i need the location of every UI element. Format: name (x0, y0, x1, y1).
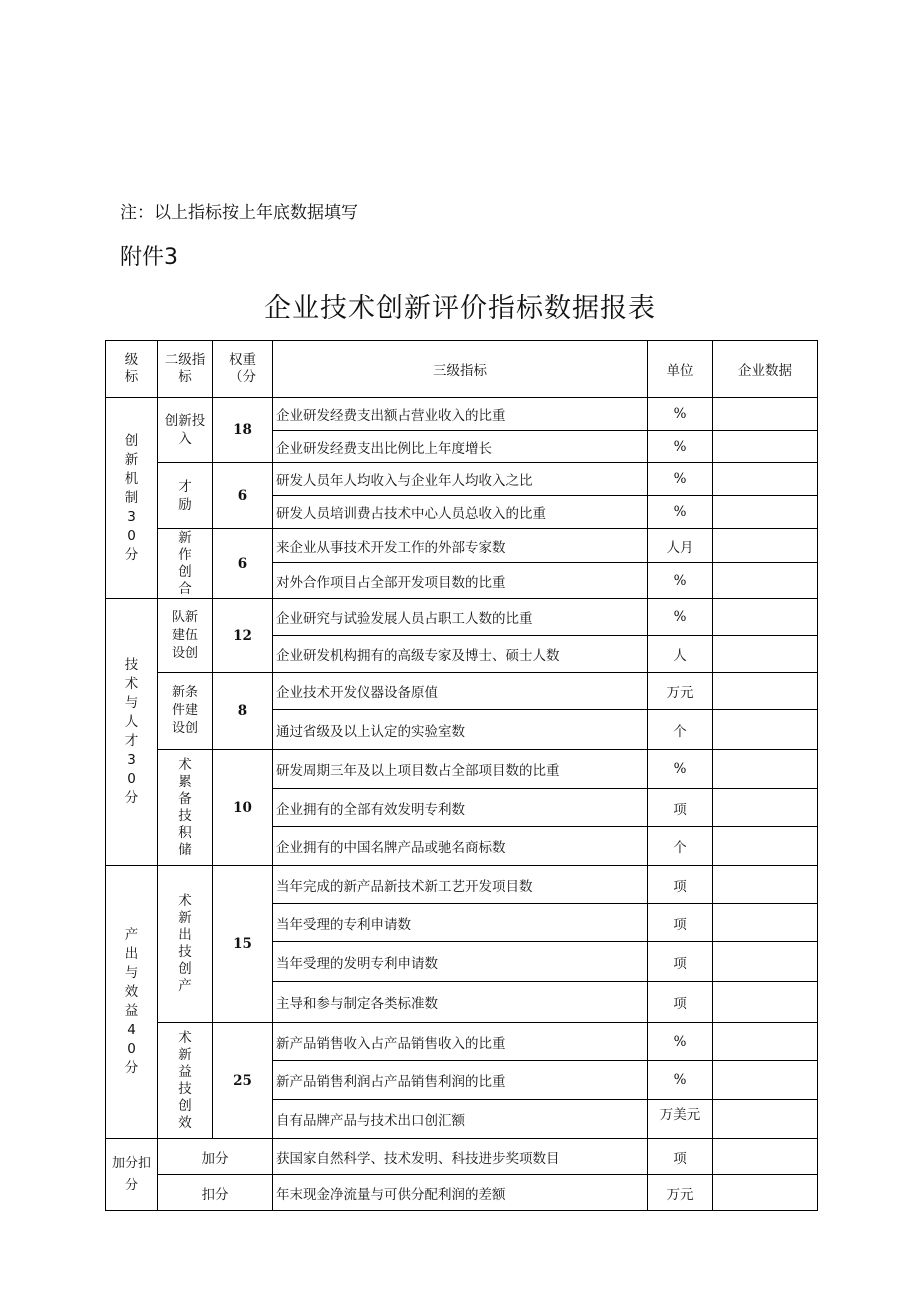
data-cell[interactable] (713, 789, 818, 827)
indicator-cell: 企业研发经费支出比例比上年度增长 (273, 431, 648, 463)
unit-cell: 个 (648, 827, 713, 866)
table-row (106, 866, 818, 904)
indicator-cell: 研发人员年人均收入与企业年人均收入之比 (273, 463, 648, 496)
unit-cell: % (648, 1061, 713, 1100)
unit-cell: % (648, 431, 713, 463)
weight-cell: 15 (213, 866, 273, 1023)
table-row (106, 673, 818, 710)
unit-cell: % (648, 398, 713, 431)
header-weight: 权重（分 (213, 341, 273, 398)
unit-cell: 项 (648, 982, 713, 1023)
weight-cell: 6 (213, 463, 273, 529)
header-unit: 单位 (648, 341, 713, 398)
unit-cell: % (648, 1023, 713, 1061)
data-cell[interactable] (713, 942, 818, 982)
level2-cell: 创新投入 (158, 398, 213, 463)
level2-cell: 才励 (158, 463, 213, 529)
data-cell[interactable] (713, 398, 818, 431)
unit-cell: % (648, 750, 713, 789)
indicator-cell: 企业研发经费支出额占营业收入的比重 (273, 398, 648, 431)
data-cell[interactable] (713, 904, 818, 942)
level2-cell: 术累备技积储 (158, 750, 213, 866)
data-cell[interactable] (713, 636, 818, 673)
data-cell[interactable] (713, 673, 818, 710)
unit-cell: % (648, 496, 713, 529)
unit-cell: 项 (648, 904, 713, 942)
indicator-cell: 企业拥有的中国名牌产品或驰名商标数 (273, 827, 648, 866)
unit-cell: % (648, 563, 713, 599)
level2-cell: 队新建伍设创 (158, 599, 213, 673)
level2-cell: 新条件建设创 (158, 673, 213, 750)
indicator-cell: 获国家自然科学、技术发明、科技进步奖项数目 (273, 1139, 648, 1175)
data-cell[interactable] (713, 563, 818, 599)
table-row (106, 599, 818, 636)
data-cell[interactable] (713, 496, 818, 529)
indicator-cell: 新产品销售收入占产品销售收入的比重 (273, 1023, 648, 1061)
indicator-cell: 当年受理的专利申请数 (273, 904, 648, 942)
unit-cell: 项 (648, 789, 713, 827)
data-cell[interactable] (713, 1023, 818, 1061)
indicator-cell: 新产品销售利润占产品销售利润的比重 (273, 1061, 648, 1100)
table-row (106, 1175, 818, 1211)
table-row (106, 1023, 818, 1061)
unit-cell: 项 (648, 866, 713, 904)
table-row (106, 463, 818, 496)
indicator-table (105, 340, 818, 1211)
data-cell[interactable] (713, 463, 818, 496)
indicator-cell: 对外合作项目占全部开发项目数的比重 (273, 563, 648, 599)
level2-cell: 新作创合 (158, 529, 213, 599)
data-cell[interactable] (713, 710, 818, 750)
indicator-cell: 年末现金净流量与可供分配利润的差额 (273, 1175, 648, 1211)
level1-cell: 产出与效益40分 (106, 866, 158, 1139)
indicator-cell: 研发周期三年及以上项目数占全部项目数的比重 (273, 750, 648, 789)
header-level1: 级标 (106, 341, 158, 398)
unit-cell: 项 (648, 942, 713, 982)
footnote: 注：以上指标按上年底数据填写 (120, 203, 358, 223)
indicator-cell: 研发人员培训费占技术中心人员总收入的比重 (273, 496, 648, 529)
data-cell[interactable] (713, 866, 818, 904)
data-cell[interactable] (713, 1100, 818, 1139)
unit-cell: 万元 (648, 673, 713, 710)
data-cell[interactable] (713, 1061, 818, 1100)
indicator-cell: 当年受理的发明专利申请数 (273, 942, 648, 982)
unit-cell: 项 (648, 1139, 713, 1175)
weight-cell: 10 (213, 750, 273, 866)
data-cell[interactable] (713, 1139, 818, 1175)
unit-cell: % (648, 599, 713, 636)
weight-cell: 18 (213, 398, 273, 463)
weight-cell: 8 (213, 673, 273, 750)
header-data: 企业数据 (713, 341, 818, 398)
data-cell[interactable] (713, 827, 818, 866)
indicator-cell: 企业研发机构拥有的高级专家及博士、硕士人数 (273, 636, 648, 673)
indicator-cell: 自有品牌产品与技术出口创汇额 (273, 1100, 648, 1139)
indicator-cell: 通过省级及以上认定的实验室数 (273, 710, 648, 750)
unit-cell: % (648, 463, 713, 496)
unit-cell: 人 (648, 636, 713, 673)
indicator-cell: 当年完成的新产品新技术新工艺开发项目数 (273, 866, 648, 904)
level1-cell: 技术与人才30分 (106, 599, 158, 866)
unit-cell: 万美元 (648, 1100, 713, 1139)
data-cell[interactable] (713, 431, 818, 463)
table-row (106, 1139, 818, 1175)
table-row (106, 398, 818, 431)
data-cell[interactable] (713, 1175, 818, 1211)
level2-cell: 术新益技创效 (158, 1023, 213, 1139)
weight-cell: 25 (213, 1023, 273, 1139)
table-row (106, 750, 818, 789)
unit-cell: 人月 (648, 529, 713, 563)
indicator-cell: 来企业从事技术开发工作的外部专家数 (273, 529, 648, 563)
page-title: 企业技术创新评价指标数据报表 (264, 293, 656, 324)
level1-cell: 创新机制30分 (106, 398, 158, 599)
adjust-cell: 加分扣分 (106, 1139, 158, 1211)
indicator-cell: 企业研究与试验发展人员占职工人数的比重 (273, 599, 648, 636)
weight-cell: 12 (213, 599, 273, 673)
deduction-label: 扣分 (158, 1175, 273, 1211)
indicator-cell: 企业技术开发仪器设备原值 (273, 673, 648, 710)
indicator-cell: 主导和参与制定各类标准数 (273, 982, 648, 1023)
indicator-cell: 企业拥有的全部有效发明专利数 (273, 789, 648, 827)
data-cell[interactable] (713, 750, 818, 789)
attachment-label: 附件3 (120, 245, 178, 270)
unit-cell: 个 (648, 710, 713, 750)
data-cell[interactable] (713, 599, 818, 636)
bonus-label: 加分 (158, 1139, 273, 1175)
header-level3: 三级指标 (273, 341, 648, 398)
header-level2: 二级指标 (158, 341, 213, 398)
table-row (106, 529, 818, 563)
unit-cell: 万元 (648, 1175, 713, 1211)
level2-cell: 术新出技创产 (158, 866, 213, 1023)
data-cell[interactable] (713, 529, 818, 563)
weight-cell: 6 (213, 529, 273, 599)
table-header (106, 341, 818, 398)
data-cell[interactable] (713, 982, 818, 1023)
